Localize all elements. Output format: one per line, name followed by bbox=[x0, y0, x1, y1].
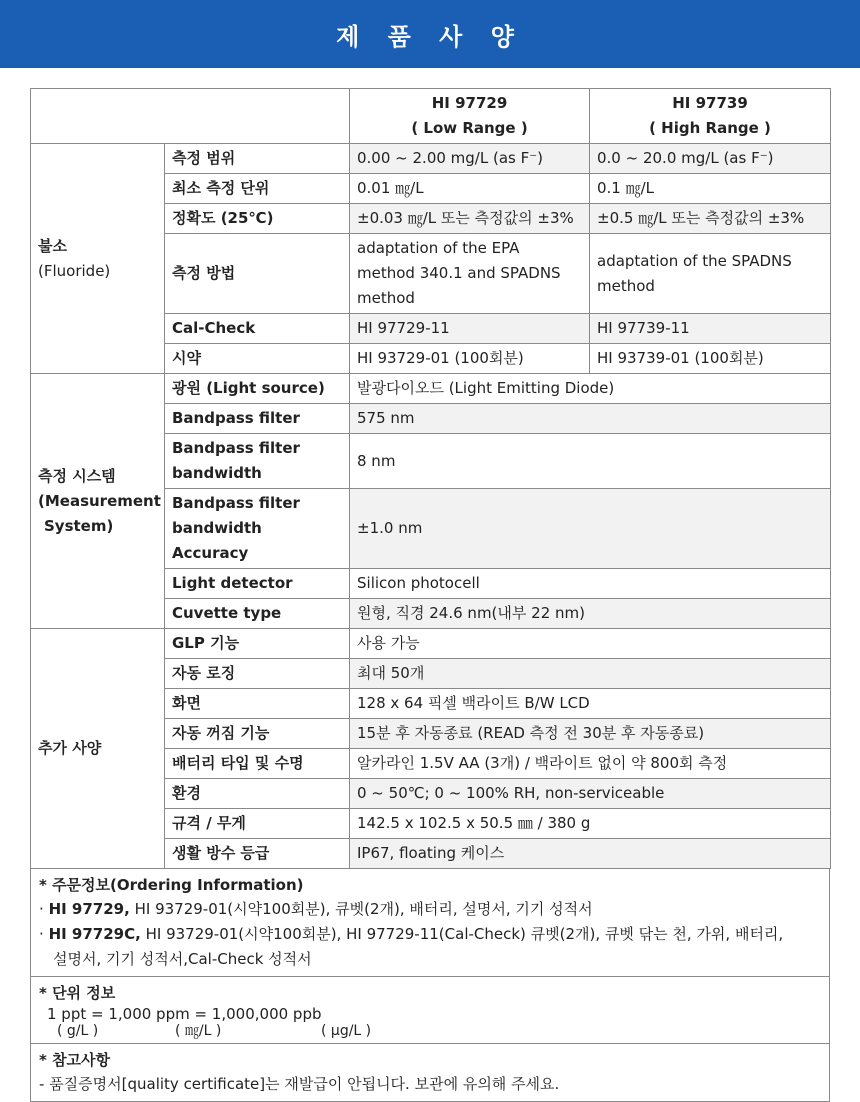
table-row bbox=[31, 144, 831, 174]
bullet-icon: · bbox=[39, 900, 44, 918]
value-low: 0.01 ㎎/L bbox=[350, 174, 590, 204]
unit-title: * 단위 정보 bbox=[39, 984, 116, 1002]
unit-mg: ( ㎎/L ) bbox=[175, 1023, 222, 1039]
page-title: 제 품 사 양 bbox=[336, 22, 524, 51]
range-high: ( High Range ) bbox=[649, 119, 771, 137]
ordering-desc: HI 93729-01(시약100회분), 큐벳(2개), 배터리, 설명서, 기기 성적서 bbox=[134, 900, 593, 918]
row-label: 정확도 (25℃) bbox=[165, 204, 350, 234]
row-value: 알카라인 1.5V AA (3개) / 백라이트 없이 약 800회 측정 bbox=[350, 749, 831, 779]
ordering-item bbox=[39, 897, 821, 922]
value-high: HI 97739-11 bbox=[590, 314, 831, 344]
row-label: 배터리 타입 및 수명 bbox=[165, 749, 350, 779]
header-empty-cell bbox=[31, 89, 350, 144]
group-label-en: (Fluoride) bbox=[38, 261, 111, 280]
row-label: 화면 bbox=[165, 689, 350, 719]
header-low-range bbox=[350, 89, 590, 144]
header-row bbox=[31, 89, 831, 144]
range-low: ( Low Range ) bbox=[411, 119, 528, 137]
row-label: 측정 방법 bbox=[165, 234, 350, 314]
ordering-desc-cont: 설명서, 기기 성적서,Cal-Check 성적서 bbox=[53, 950, 312, 968]
value-low: 0.00 ~ 2.00 mg/L (as F⁻) bbox=[350, 144, 590, 174]
value-high: 0.0 ~ 20.0 mg/L (as F⁻) bbox=[590, 144, 831, 174]
table-row bbox=[31, 629, 831, 659]
group-label: 측정 시스템 bbox=[38, 466, 116, 485]
model-high: HI 97739 bbox=[672, 94, 748, 112]
row-value: 15분 후 자동종료 (READ 측정 전 30분 후 자동종료) bbox=[350, 719, 831, 749]
value-high: HI 93739-01 (100회분) bbox=[590, 344, 831, 374]
group-fluoride bbox=[31, 144, 165, 374]
value-low: HI 93729-01 (100회분) bbox=[350, 344, 590, 374]
group-label: 불소 bbox=[38, 236, 67, 255]
row-label: 환경 bbox=[165, 779, 350, 809]
row-label: 시약 bbox=[165, 344, 350, 374]
ordering-desc: HI 93729-01(시약100회분), HI 97729-11(Cal-Check) 큐벳(2개), 큐벳 닦는 천, 가위, 배터리, bbox=[145, 925, 784, 943]
ordering-title: * 주문정보(Ordering Information) bbox=[39, 876, 304, 894]
reference-title: * 참고사항 bbox=[39, 1051, 111, 1069]
row-label: 자동 꺼짐 기능 bbox=[165, 719, 350, 749]
row-value: 발광다이오드 (Light Emitting Diode) bbox=[350, 374, 831, 404]
reference-info bbox=[30, 1044, 830, 1102]
row-value: 원형, 직경 24.6 nm(내부 22 nm) bbox=[350, 599, 831, 629]
unit-g: ( g/L ) bbox=[57, 1023, 99, 1039]
row-label: 최소 측정 단위 bbox=[165, 174, 350, 204]
value-low: adaptation of the EPA method 340.1 and SPADNS method bbox=[350, 234, 590, 314]
row-value: 575 nm bbox=[350, 404, 831, 434]
ordering-model: HI 97729, bbox=[48, 900, 130, 918]
unit-info bbox=[30, 977, 830, 1044]
header-high-range bbox=[590, 89, 831, 144]
row-label: 자동 로징 bbox=[165, 659, 350, 689]
row-label: 규격 / 무게 bbox=[165, 809, 350, 839]
row-value: 142.5 x 102.5 x 50.5 ㎜ / 380 g bbox=[350, 809, 831, 839]
row-label: 측정 범위 bbox=[165, 144, 350, 174]
row-label: Bandpass filter bandwidth bbox=[165, 434, 350, 489]
unit-line: 1 ppt = 1,000 ppm = 1,000,000 ppb bbox=[47, 1005, 322, 1023]
title-banner bbox=[0, 0, 860, 68]
value-high: 0.1 ㎎/L bbox=[590, 174, 831, 204]
value-low: ±0.03 ㎎/L 또는 측정값의 ±3% bbox=[350, 204, 590, 234]
value-high: ±0.5 ㎎/L 또는 측정값의 ±3% bbox=[590, 204, 831, 234]
row-label: Bandpass filter bandwidth Accuracy bbox=[165, 489, 350, 569]
row-value: 최대 50개 bbox=[350, 659, 831, 689]
row-value: 0 ~ 50℃; 0 ~ 100% RH, non-serviceable bbox=[350, 779, 831, 809]
bullet-icon: · bbox=[39, 925, 44, 943]
row-value: 128 x 64 픽셀 백라이트 B/W LCD bbox=[350, 689, 831, 719]
group-extra-specs: 추가 사양 bbox=[31, 629, 165, 869]
ordering-model: HI 97729C, bbox=[48, 925, 141, 943]
group-label-en: (Measurement bbox=[38, 491, 161, 510]
row-label: Cal-Check bbox=[165, 314, 350, 344]
row-label: 생활 방수 등급 bbox=[165, 839, 350, 869]
row-value: 8 nm bbox=[350, 434, 831, 489]
unit-ug: ( μg/L ) bbox=[321, 1023, 372, 1039]
unit-sub-row bbox=[39, 1023, 821, 1039]
value-high: adaptation of the SPADNS method bbox=[590, 234, 831, 314]
table-row bbox=[31, 374, 831, 404]
row-label: Light detector bbox=[165, 569, 350, 599]
row-label: Cuvette type bbox=[165, 599, 350, 629]
group-label-en: System) bbox=[44, 516, 114, 535]
notes-section bbox=[30, 868, 830, 1102]
spec-table bbox=[30, 88, 831, 869]
row-value: ±1.0 nm bbox=[350, 489, 831, 569]
value-low: HI 97729-11 bbox=[350, 314, 590, 344]
ordering-info bbox=[30, 868, 830, 977]
row-value: Silicon photocell bbox=[350, 569, 831, 599]
reference-line: - 품질증명서[quality certificate]는 재발급이 안됩니다. 보관에 유의해 주세요. bbox=[39, 1075, 560, 1093]
row-label: 광원 (Light source) bbox=[165, 374, 350, 404]
row-label: GLP 기능 bbox=[165, 629, 350, 659]
group-measurement-system bbox=[31, 374, 165, 629]
ordering-item bbox=[39, 922, 821, 947]
row-value: IP67, floating 케이스 bbox=[350, 839, 831, 869]
row-label: Bandpass filter bbox=[165, 404, 350, 434]
row-value: 사용 가능 bbox=[350, 629, 831, 659]
model-low: HI 97729 bbox=[431, 94, 508, 112]
